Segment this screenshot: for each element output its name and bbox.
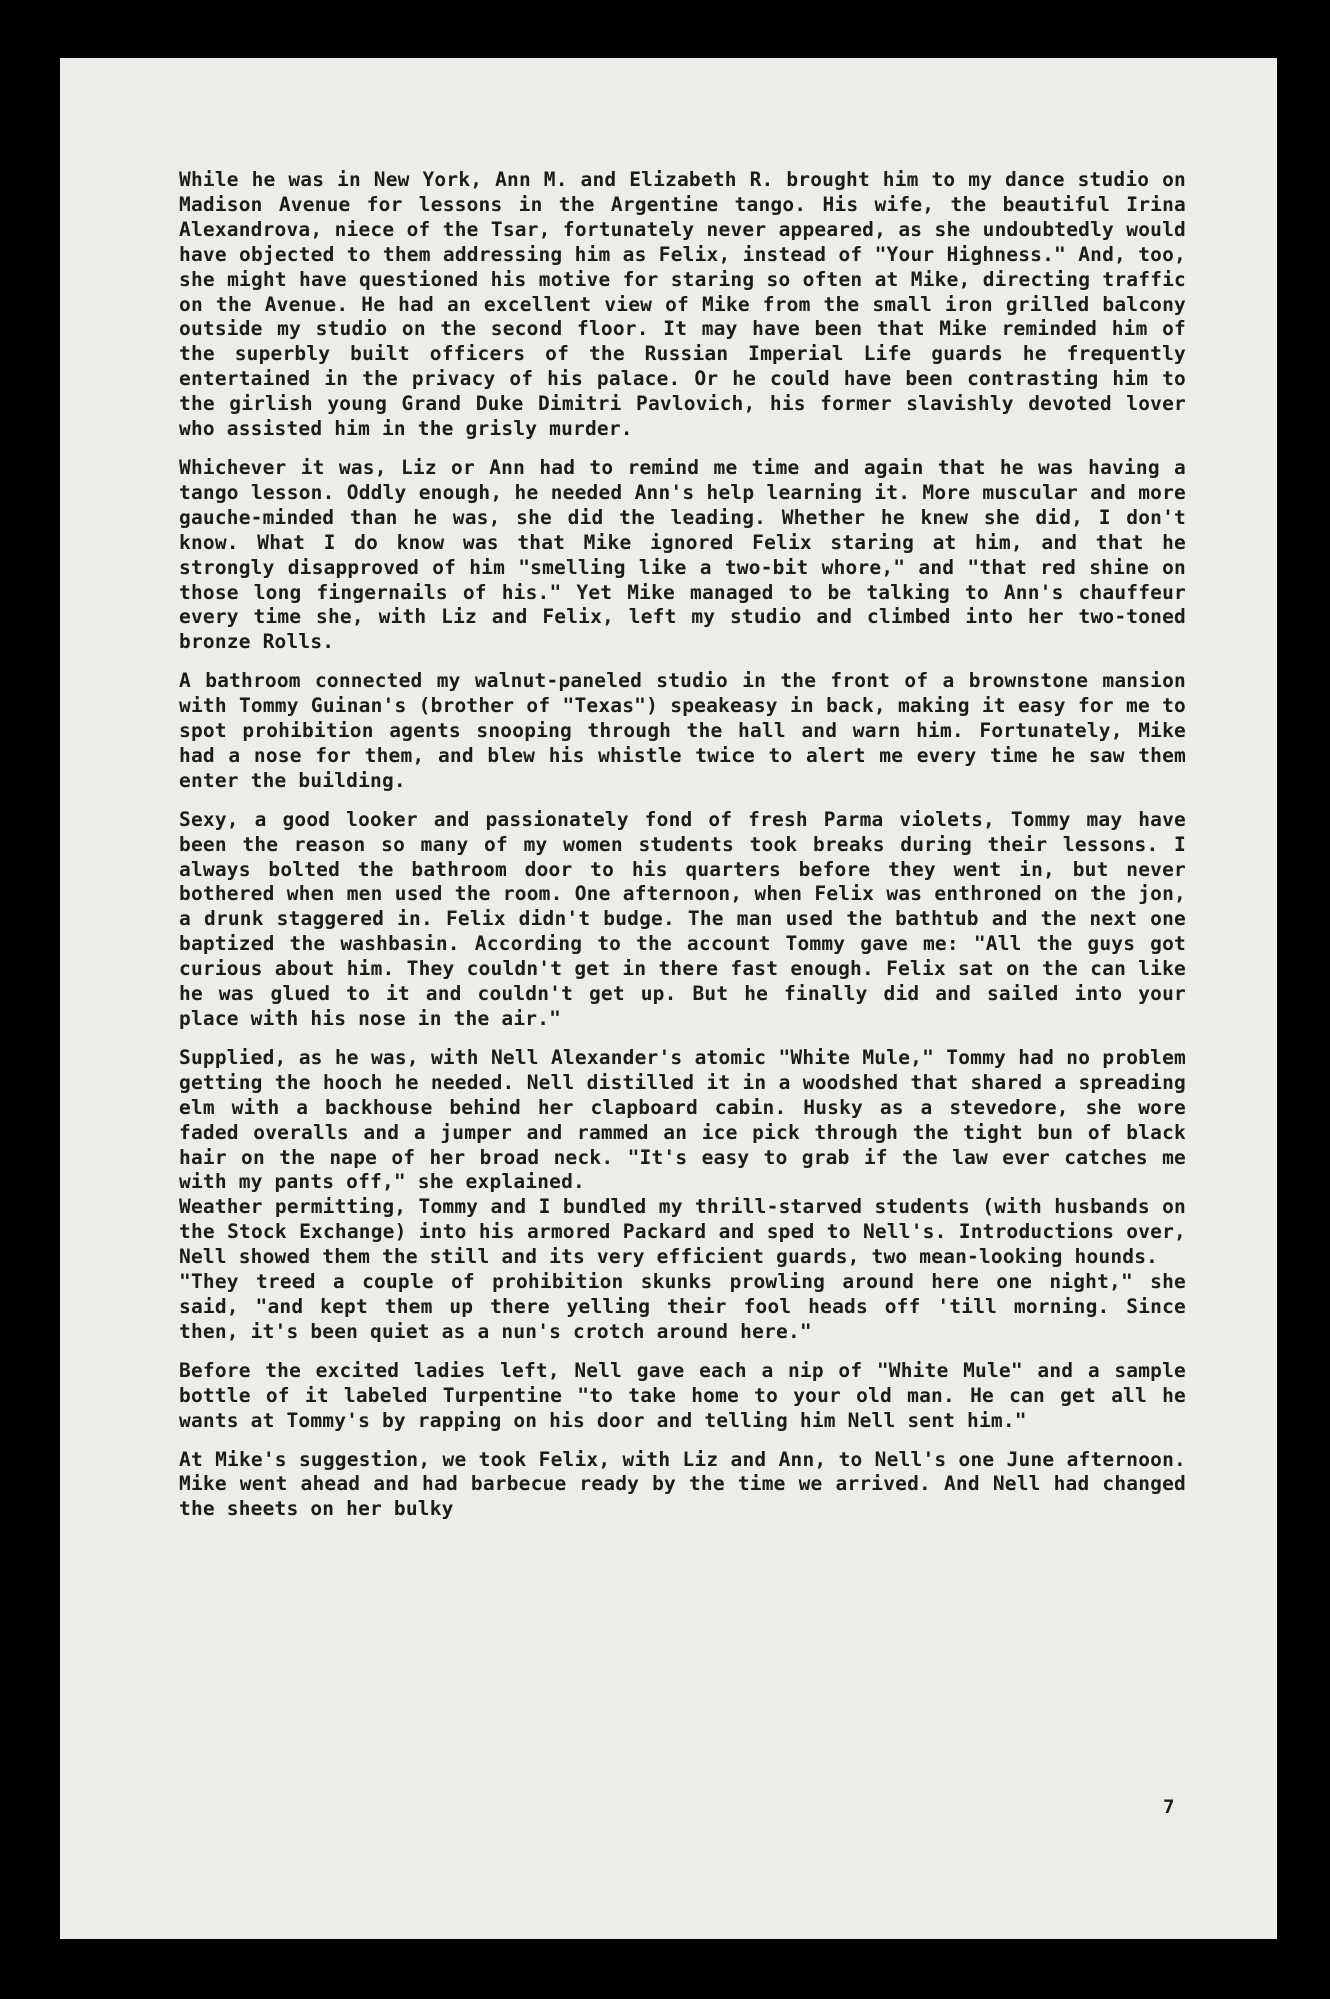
paragraph-9: At Mike's suggestion, we took Felix, with Liz and Ann, to Nell's one June afternoon. Mike went ahead and had barbecue ready by the time we arrived. And Nell had changed the sheets on her bulky — [179, 1447, 1186, 1521]
paragraph-2: Whichever it was, Liz or Ann had to remind me time and again that he was having a tango lesson. Oddly enough, he needed Ann's help learning it. More muscular and more gauche-minded than he was, she did the leading. Whether he knew she did, I don't know. What I do know was that Mike ignored Felix staring at him, and that he strongly disapproved of him "smelling like a two-bit whore," and "that red shine on those long fingernails of his." Yet Mike managed to be talking to Ann's chauffeur every time she, with Liz and Felix, left my studio and climbed into her two-toned bronze Rolls. — [179, 455, 1186, 654]
paragraph-8: Before the excited ladies left, Nell gave each a nip of "White Mule" and a sample bottle of it labeled Turpentine "to take home to your old man. He can get all he wants at Tommy's by rapping on his door and telling him Nell sent him." — [179, 1358, 1186, 1432]
paragraph-6: Weather permitting, Tommy and I bundled my thrill-starved students (with husbands on the Stock Exchange) into his armored Packard and sped to Nell's. Introductions over, Nell showed them the still and its very efficient guards, two mean-looking hounds. — [179, 1195, 1186, 1269]
body-text — [179, 168, 1186, 1536]
paragraph-1: While he was in New York, Ann M. and Elizabeth R. brought him to my dance studio on Madison Avenue for lessons in the Argentine tango. His wife, the beautiful Irina Alexandrova, niece of the Tsar, fortunately never appeared, as she undoubtedly would have objected to them addressing him as Felix, instead of "Your Highness." And, too, she might have questioned his motive for staring so often at Mike, directing traffic on the Avenue. He had an excellent view of Mike from the small iron grilled balcony outside my studio on the second floor. It may have been that Mike reminded him of the superbly built officers of the Russian Imperial Life guards he frequently entertained in the privacy of his palace. Or he could have been contrasting him to the girlish young Grand Duke Dimitri Pavlovich, his former slavishly devoted lover who assisted him in the grisly murder. — [179, 168, 1186, 441]
paragraph-7: "They treed a couple of prohibition skunks prowling around here one night," she said, "and kept them up there yelling their fool heads off 'till morning. Since then, it's been quiet as a nun's crotch around here." — [179, 1270, 1186, 1343]
document-page — [60, 58, 1277, 1939]
paragraph-5: Supplied, as he was, with Nell Alexander's atomic "White Mule," Tommy had no problem getting the hooch he needed. Nell distilled it in a woodshed that shared a spreading elm with a backhouse behind her clapboard cabin. Husky as a stevedore, she wore faded overalls and a jumper and rammed an ice pick through the tight bun of black hair on the nape of her broad neck. "It's easy to grab if the law ever catches me with my pants off," she explained. — [179, 1045, 1186, 1194]
page-number: 7 — [1163, 1796, 1175, 1818]
paragraph-3: A bathroom connected my walnut-paneled studio in the front of a brownstone mansion with Tommy Guinan's (brother of "Texas") speakeasy in back, making it easy for me to spot prohibition agents snooping through the hall and warn him. Fortunately, Mike had a nose for them, and blew his whistle twice to alert me every time he saw them enter the building. — [179, 669, 1186, 792]
paragraph-4: Sexy, a good looker and passionately fond of fresh Parma violets, Tommy may have been the reason so many of my women students took breaks during their lessons. I always bolted the bathroom door to his quarters before they went in, but never bothered when men used the room. One afternoon, when Felix was enthroned on the jon, a drunk staggered in. Felix didn't budge. The man used the bathtub and the next one baptized the washbasin. According to the account Tommy gave me: "All the guys got curious about him. They couldn't get in there fast enough. Felix sat on the can like he was glued to it and couldn't get up. But he finally did and sailed into your place with his nose in the air." — [179, 807, 1186, 1030]
